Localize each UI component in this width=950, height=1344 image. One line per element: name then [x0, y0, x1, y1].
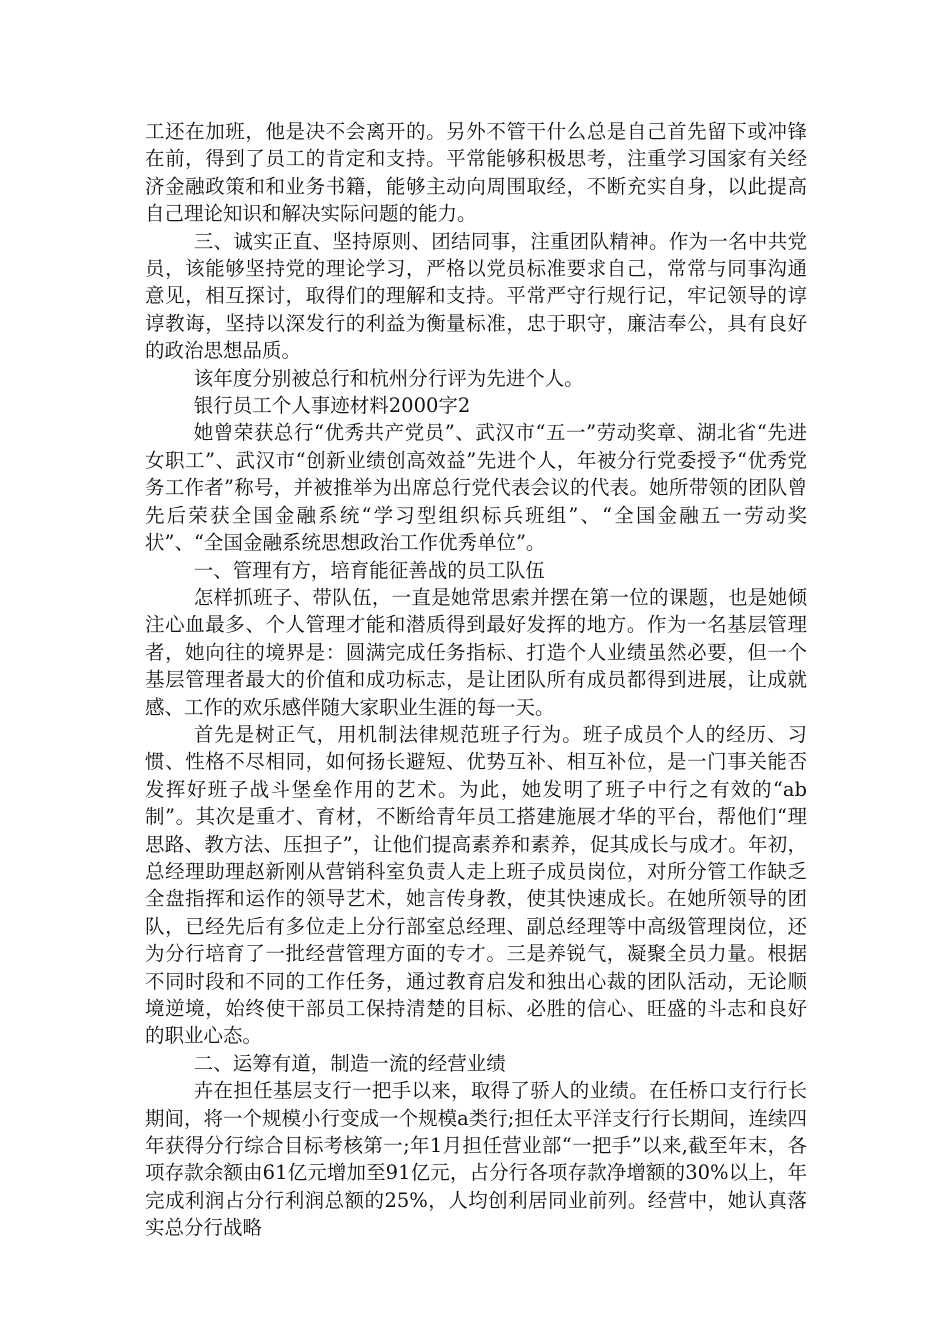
paragraph-team-building: 怎样抓班子、带队伍，一直是她常思索并摆在第一位的课题，也是她倾注心血最多、个人管理才能和潜质得到最好发挥的地方。作为一名基层管理者，她向往的境界是：圆满完成任务指标、打造个人业绩虽然必要，但一个基层管理者最大的价值和成功标志，是让团队所有成员都得到进展，让成就感、工作的欢乐感伴随大家职业生涯的每一天。	[145, 585, 807, 719]
paragraph-leadership: 首先是树正气，用机制法律规范班子行为。班子成员个人的经历、习惯、性格不尽相同，如何扬长避短、优势互补、相互补位，是一门事关能否发挥好班子战斗堡垒作用的艺术。为此，她发明了班子中行之有效的“ab制”。其次是重才、育材，不断给青年员工搭建施展才华的平台，帮他们“理思路、教方法、压担子”，让他们提高素养和素养，促其成长与成才。年初，总经理助理赵新刚从营销科室负责人走上班子成员岗位，对所分管工作缺乏全盘指挥和运作的领导艺术，她言传身教，使其快速成长。在她所领导的团队，已经先后有多位走上分行部室总经理、副总经理等中高级管理岗位，还为分行培育了一批经营管理方面的专才。三是养锐气，凝聚全员力量。根据不同时段和不同的工作任务，通过教育启发和独出心裁的团队活动，无论顺境逆境，始终使干部员工保持清楚的目标、必胜的信心、旺盛的斗志和良好的职业心态。	[145, 722, 807, 1048]
paragraph-award: 该年度分别被总行和杭州分行评为先进个人。	[193, 366, 584, 390]
paragraph-section-three: 三、诚实正直、坚持原则、团结同事，注重团队精神。作为一名中共党员，该能够坚持党的理论学习，严格以党员标准要求自己，常常与同事沟通意见，相互探讨，取得们的理解和支持。平常严守行规行记，牢记领导的谆谆教诲，坚持以深发行的利益为衡量标准，忠于职守，廉洁奉公，具有良好的政治思想品质。	[145, 229, 807, 363]
heading-management: 一、管理有方，培育能征善战的员工队伍	[193, 558, 545, 582]
heading-operations: 二、运筹有道，制造一流的经营业绩	[193, 1051, 506, 1075]
paragraph-performance: 卉在担任基层支行一把手以来，取得了骄人的业绩。在任桥口支行行长期间，将一个规模小行变成一个规模a类行;担任太平洋支行行长期间，连续四年获得分行综合目标考核第一;年1月担任营业部“一把手”以来,截至年末，各项存款余额由61亿元增加至91亿元，占分行各项存款净增额的30%以上，年完成利润占分行利润总额的25%，人均创利居同业前列。经营中，她认真落实总分行战略	[145, 1079, 807, 1240]
document-body	[145, 118, 807, 1242]
paragraph-continuation: 工还在加班，他是决不会离开的。另外不管干什么总是自己首先留下或冲锋在前，得到了员工的肯定和支持。平常能够积极思考，注重学习国家有关经济金融政策和和业务书籍，能够主动向周围取经，不断充实自身，以此提高自己理论知识和解决实际问题的能力。	[145, 120, 807, 226]
section-title: 银行员工个人事迹材料2000字2	[193, 394, 471, 418]
paragraph-honors: 她曾荣获总行“优秀共产党员”、武汉市“五一”劳动奖章、湖北省“先进女职工”、武汉市“创新业绩创高效益”先进个人，年被分行党委授予“优秀党务工作者”称号，并被推举为出席总行党代表会议的代表。她所带领的团队曾先后荣获全国金融系统“学习型组织标兵班组”、“全国金融五一劳动奖状”、“全国金融系统思想政治工作优秀单位”。	[145, 421, 807, 555]
